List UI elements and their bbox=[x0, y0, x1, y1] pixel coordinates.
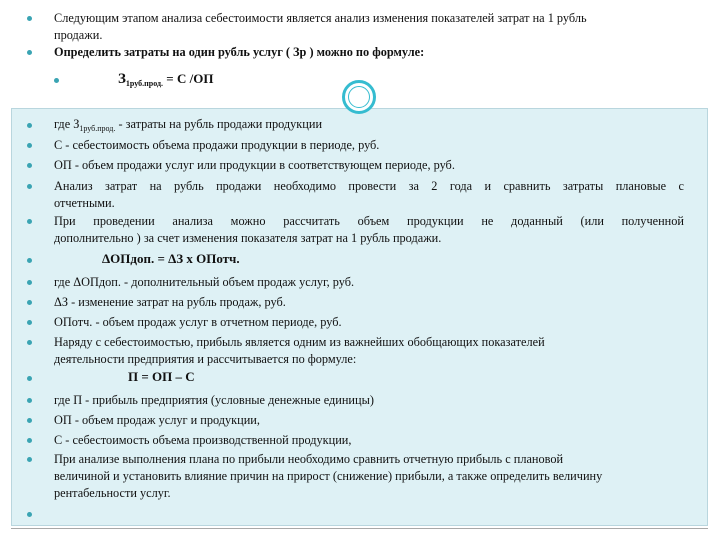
intro-text-cont: продажи. bbox=[54, 28, 103, 42]
bullet-icon bbox=[27, 320, 32, 325]
def-dop: где ΔОПдоп. - дополнительный объем продаж услуг, руб. bbox=[54, 275, 355, 289]
analysis-text: Анализ затрат на рубль продажи необходимо провести за 2 года и сравнить затраты плановые с bbox=[54, 179, 684, 193]
bullet-icon bbox=[27, 219, 32, 224]
def-p: где П - прибыль предприятия (условные денежные единицы) bbox=[54, 393, 374, 407]
bullet-icon bbox=[27, 512, 32, 517]
intro-text: Следующим этапом анализа себестоимости является анализ изменения показателей затрат на 1 рубль bbox=[54, 11, 587, 25]
plan-text-cont: величиной и установить влияние причин на прирост (снижение) прибыли, а также определить величину bbox=[54, 469, 603, 483]
formula-additional-volume: ΔОПдоп. = ΔЗ х ОПотч. bbox=[102, 251, 240, 266]
bullet-icon bbox=[27, 438, 32, 443]
bottom-divider bbox=[11, 528, 708, 529]
def-op2: ОП - объем продаж услуг и продукции, bbox=[54, 413, 260, 427]
def-c2: С - себестоимость объема производственной продукции, bbox=[54, 433, 352, 447]
def-dz: ΔЗ - изменение затрат на рубль продаж, руб. bbox=[54, 295, 286, 309]
volume-text-cont: дополнительно ) за счет изменения показателя затрат на 1 рубль продажи. bbox=[54, 231, 442, 245]
def-opotch: ОПотч. - объем продаж услуг в отчетном периоде, руб. bbox=[54, 315, 342, 329]
formula-intro: Определить затраты на один рубль услуг ( Зр ) можно по формуле: bbox=[54, 45, 425, 59]
bullet-icon bbox=[27, 457, 32, 462]
bullet-icon bbox=[27, 418, 32, 423]
bullet-icon bbox=[27, 398, 32, 403]
bullet-icon bbox=[27, 280, 32, 285]
bullet-icon bbox=[27, 163, 32, 168]
bullet-icon bbox=[27, 340, 32, 345]
formula-profit: П = ОП – С bbox=[128, 369, 195, 384]
formula-cost-per-ruble: $З_{1руб.прод.} = С$ /ОП bbox=[118, 71, 214, 88]
profit-text: Наряду с себестоимостью, прибыль является одним из важнейших обобщающих показателей bbox=[54, 335, 545, 349]
bullet-icon bbox=[54, 78, 59, 83]
def-z: где $З_{1руб.прод.}$ - затраты на рубль продажи продукции bbox=[54, 117, 323, 133]
plan-text-cont2: рентабельности услуг. bbox=[54, 486, 171, 500]
bullet-icon bbox=[27, 376, 32, 381]
bullet-icon bbox=[27, 300, 32, 305]
volume-text: При проведении анализа можно рассчитать объем продукции не доданный (или полученной bbox=[54, 214, 684, 228]
profit-text-cont: деятельности предприятия и рассчитывается по формуле: bbox=[54, 352, 357, 366]
bullet-icon bbox=[27, 258, 32, 263]
plan-text: При анализе выполнения плана по прибыли необходимо сравнить отчетную прибыль с плановой bbox=[54, 452, 564, 466]
bullet-icon bbox=[27, 123, 32, 128]
def-op: ОП - объем продажи услуг или продукции в соответствующем периоде, руб. bbox=[54, 158, 455, 172]
bullet-icon bbox=[27, 184, 32, 189]
bullet-icon bbox=[27, 50, 32, 55]
analysis-text-cont: отчетными. bbox=[54, 196, 115, 210]
bullet-icon bbox=[27, 16, 32, 21]
def-c: С - себестоимость объема продажи продукции в периоде, руб. bbox=[54, 138, 380, 152]
bullet-icon bbox=[27, 143, 32, 148]
